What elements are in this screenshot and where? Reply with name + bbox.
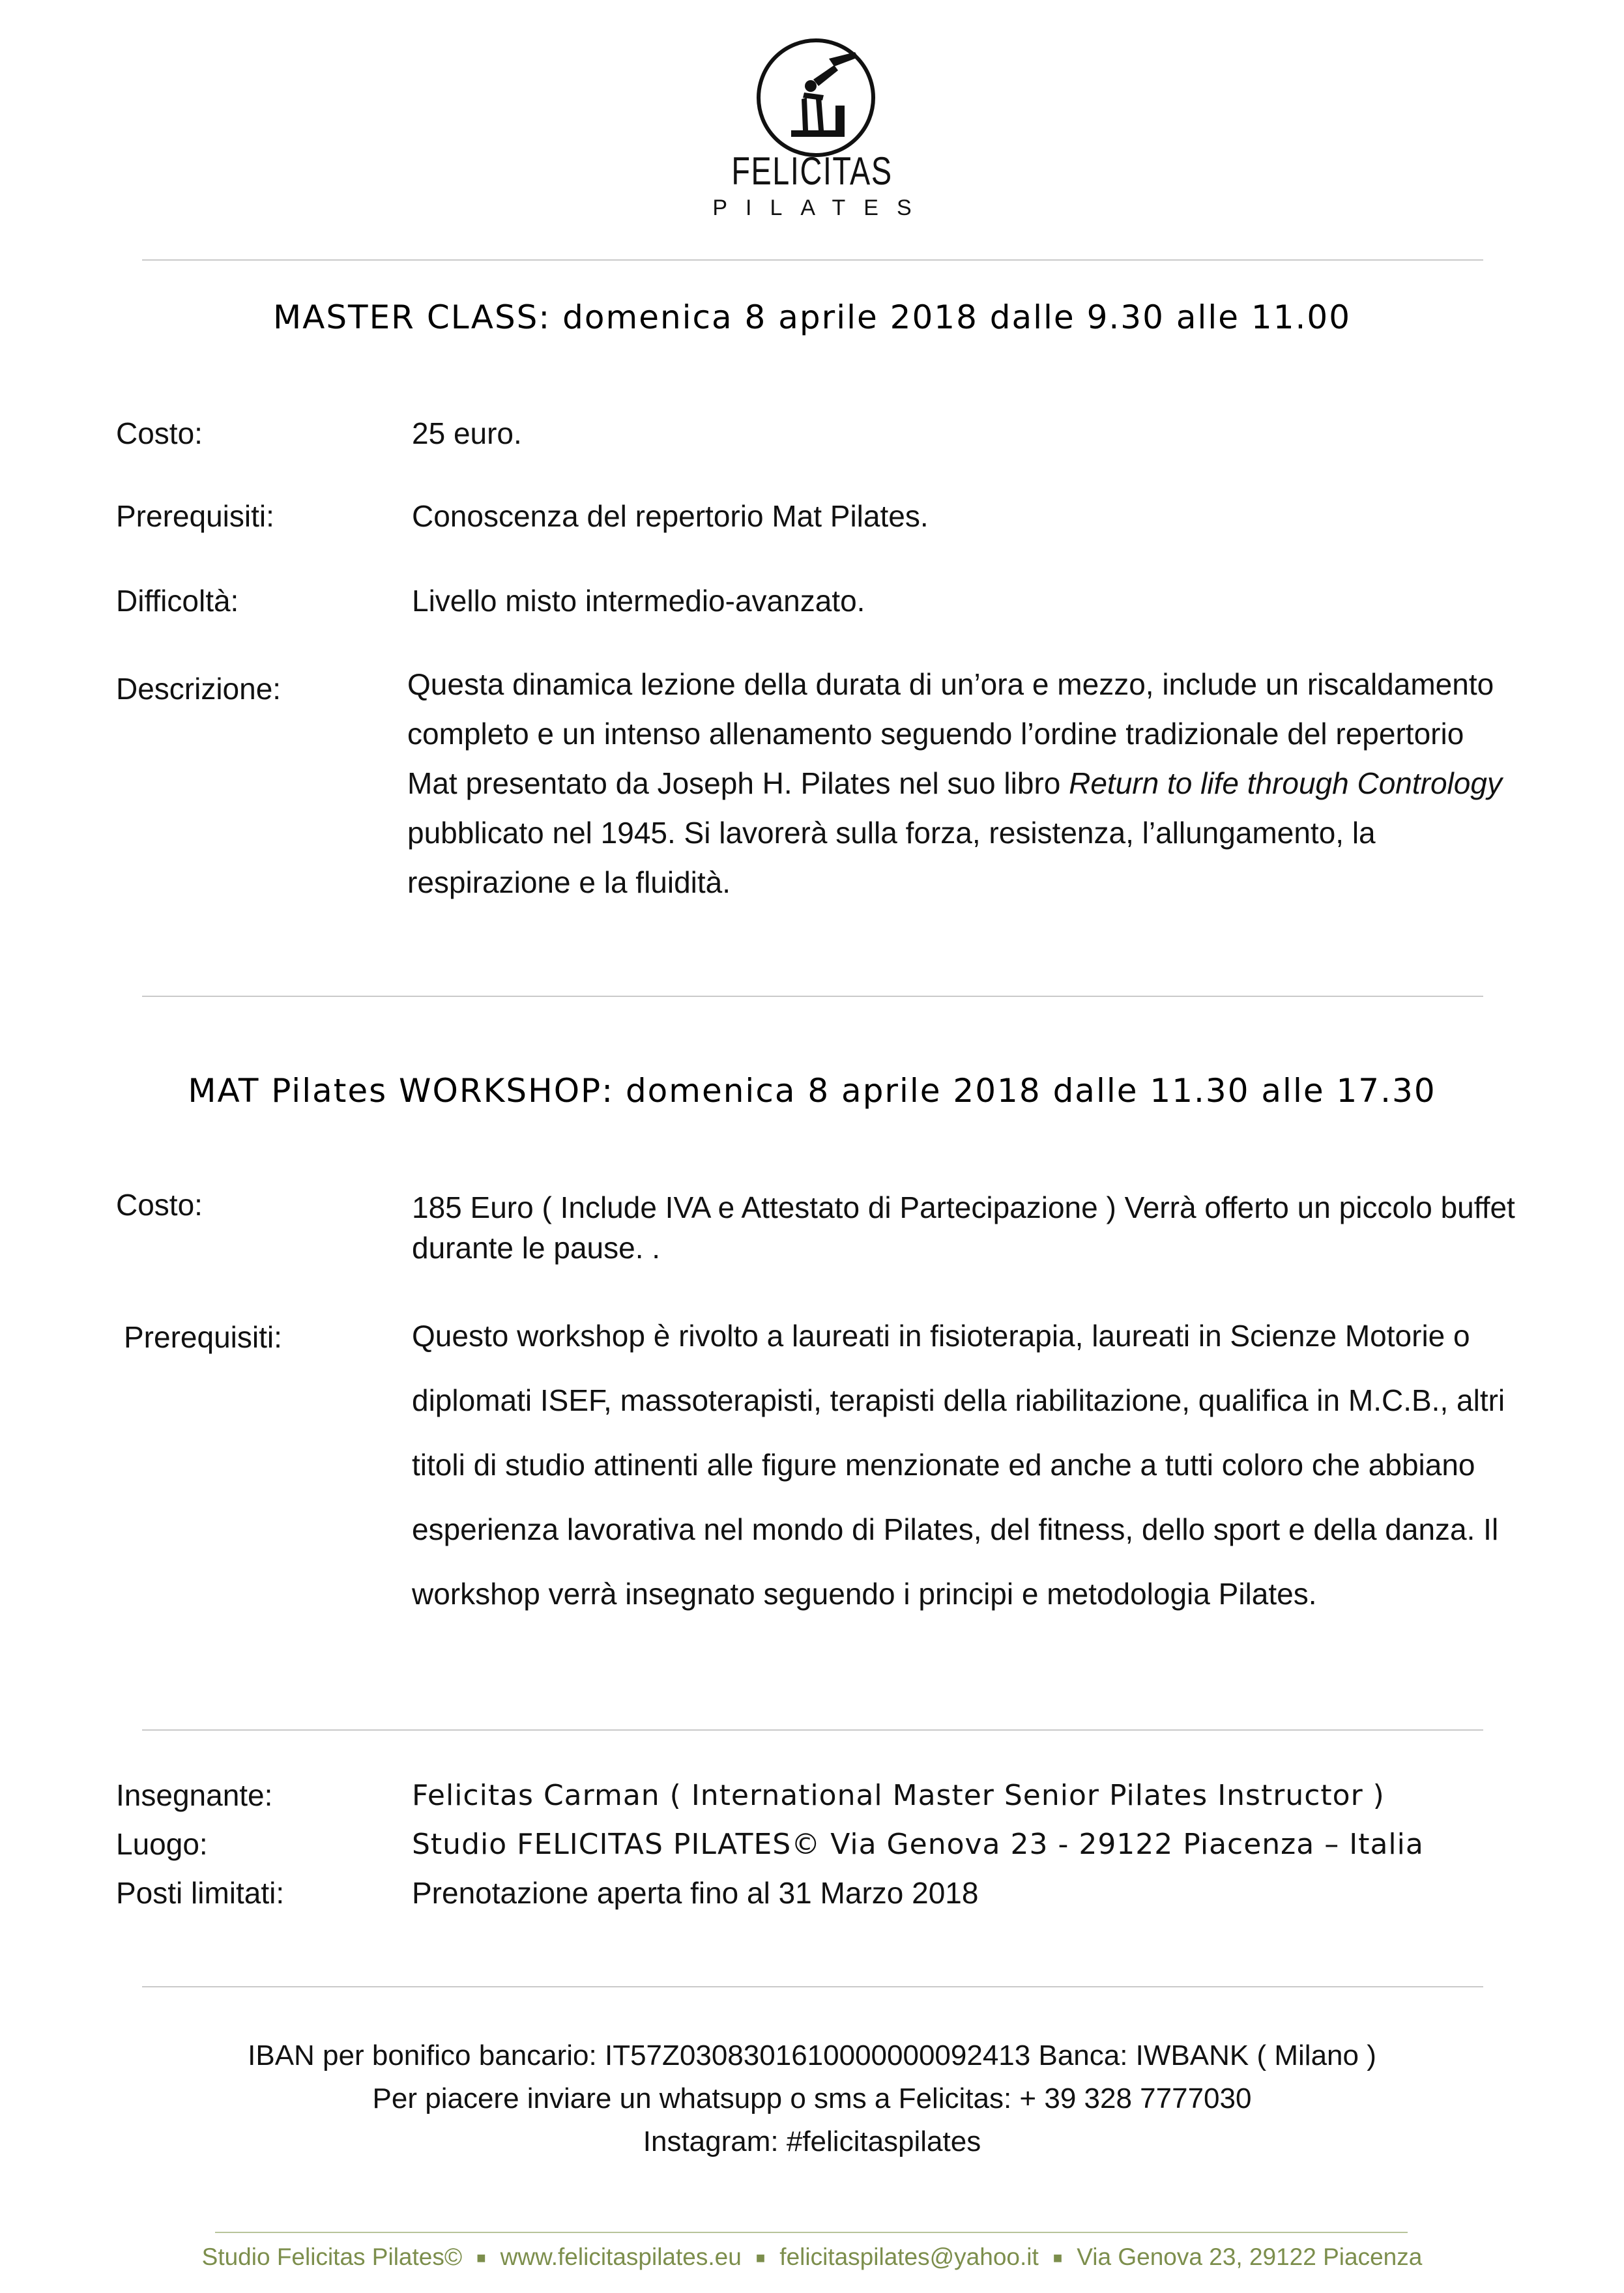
- master-descr-paragraph: [407, 659, 1515, 907]
- footer-separator-icon: ■: [476, 2249, 486, 2268]
- master-costo-value: 25 euro.: [412, 416, 522, 450]
- teacher-label: Insegnante:: [116, 1778, 273, 1812]
- instagram-line: Instagram: #felicitaspilates: [643, 2126, 981, 2157]
- divider: [142, 1729, 1483, 1731]
- seats-value: Prenotazione aperta fino al 31 Marzo 2018: [412, 1876, 979, 1910]
- workshop-prereq-value: Questo workshop è rivolto a laureati in fisioterapia, laureati in Scienze Motorie o diplomati ISEF, massoterapisti, terapisti della riabilitazione, qualifica in M.C.B., altri titoli di studio attinenti alle figure menzionate ed anche a tutti coloro che abbiano esperienza lavorativa nel mondo di Pilates, del fitness, dello sport e della danza. Il workshop verrà insegnato seguendo i principi e metodologia Pilates.: [412, 1319, 1505, 1611]
- footer-address: Via Genova 23, 29122 Piacenza: [1077, 2243, 1423, 2270]
- footer-separator-icon: ■: [1052, 2249, 1063, 2268]
- teacher-value: Felicitas Carman ( International Master Senior Pilates Instructor ): [412, 1779, 1385, 1812]
- master-diff-value: Livello misto intermedio-avanzato.: [412, 584, 865, 618]
- footer-studio: Studio Felicitas Pilates©: [201, 2243, 463, 2270]
- logo-name: FELICITAS: [731, 149, 893, 193]
- footer-separator-icon: ■: [755, 2249, 766, 2268]
- master-prereq-label: Prerequisiti:: [116, 499, 274, 533]
- footer-divider: [215, 2232, 1408, 2233]
- footer-email-link[interactable]: felicitaspilates@yahoo.it: [779, 2243, 1039, 2270]
- footer-bar: [0, 2243, 1624, 2271]
- master-costo-label: Costo:: [116, 416, 203, 450]
- master-diff-label: Difficoltà:: [116, 584, 239, 618]
- master-prereq-value: Conoscenza del repertorio Mat Pilates.: [412, 499, 929, 533]
- logo-subtitle: PILATES: [712, 195, 930, 220]
- place-label: Luogo:: [116, 1827, 208, 1861]
- workshop-prereq-label: Prerequisiti:: [124, 1320, 282, 1354]
- whatsapp-line: Per piacere inviare un whatsupp o sms a Felicitas: + 39 328 7777030: [372, 2083, 1252, 2114]
- divider: [142, 259, 1483, 261]
- master-class-heading: MASTER CLASS: domenica 8 aprile 2018 dalle 9.30 alle 11.00: [272, 298, 1352, 336]
- divider: [142, 1986, 1483, 1987]
- iban-line: IBAN per bonifico bancario: IT57Z0308301610000000092413 Banca: IWBANK ( Milano ): [248, 2040, 1376, 2071]
- divider: [142, 996, 1483, 997]
- master-descr-label: Descrizione:: [116, 672, 282, 706]
- descr-book-title: Return to life through Contrology: [1069, 766, 1502, 800]
- place-value: Studio FELICITAS PILATES© Via Genova 23 - 29122 Piacenza – Italia: [412, 1828, 1424, 1861]
- descr-text-part1: Questa dinamica lezione della durata di un’ora e mezzo, include un riscaldamento completo e un intenso allenamento seguendo l’ordine tradizionale del repertorio Mat presentato da Joseph H. Pilates nel suo libro: [407, 667, 1494, 800]
- logo-emblem-icon: [751, 33, 881, 163]
- descr-text-part2: pubblicato nel 1945. Si lavorerà sulla forza, resistenza, l’allungamento, la respirazione e la fluidità.: [407, 816, 1376, 899]
- workshop-costo-label: Costo:: [116, 1188, 203, 1222]
- workshop-costo-value: 185 Euro ( Include IVA e Attestato di Partecipazione ) Verrà offerto un piccolo buffet durante le pause. .: [412, 1190, 1515, 1265]
- footer-website-link[interactable]: www.felicitaspilates.eu: [500, 2243, 742, 2270]
- seats-label: Posti limitati:: [116, 1876, 285, 1910]
- workshop-heading: MAT Pilates WORKSHOP: domenica 8 aprile 2018 dalle 11.30 alle 17.30: [188, 1072, 1436, 1110]
